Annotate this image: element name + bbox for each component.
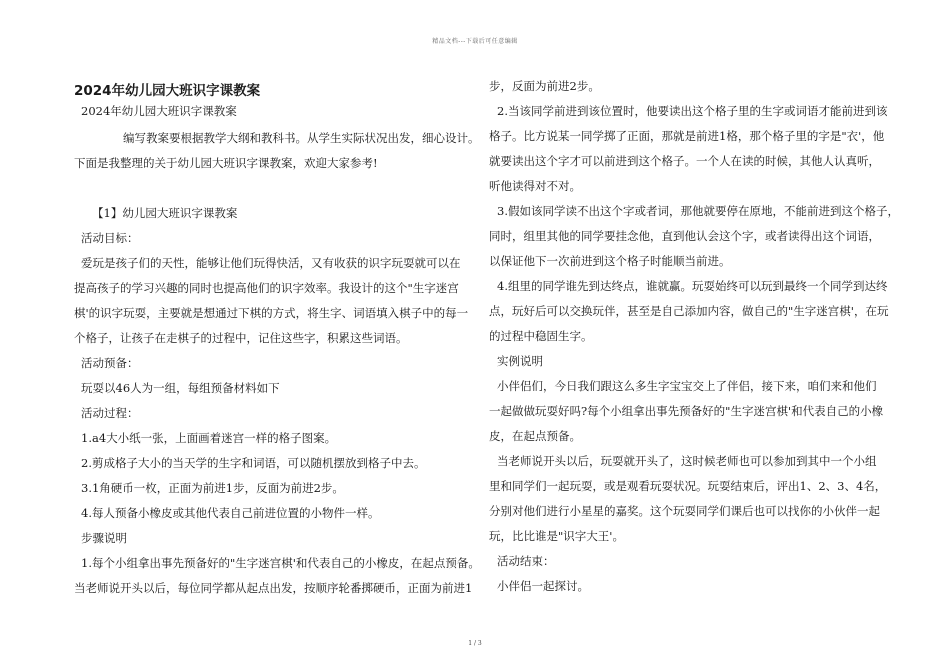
text-line: 步骤说明 — [81, 531, 127, 545]
text-line: 编写教案要根据教学大纲和教科书。从学生实际状况出发，细心设计。 — [123, 131, 480, 145]
text-line: 活动目标： — [81, 231, 139, 245]
text-line: 皮，在起点预备。 — [489, 429, 581, 443]
text-line: 活动过程： — [81, 406, 139, 420]
text-line: 爱玩是孩子们的天性，能够让他们玩得快活，又有收获的识字玩耍就可以在 — [81, 256, 461, 270]
text-line: 个格子，让孩子在走棋子的过程中，记住这些字，积累这些词语。 — [74, 331, 408, 345]
text-line: 3.假如该同学读不出这个字或者词，那他就要停在原地，不能前进到这个格子， — [497, 204, 899, 218]
text-line: 活动预备： — [81, 356, 139, 370]
text-line: 以保证他下一次前进到这个格子时能顺当前进。 — [489, 254, 731, 268]
text-line: 一起做做玩耍好吗?每个小组拿出事先预备好的"生字迷宫棋'和代表自己的小橡 — [489, 404, 884, 418]
text-line: 的过程中稳固生字。 — [489, 329, 593, 343]
text-line: 当老师说开头以后，玩耍就开头了，这时候老师也可以参加到其中一个小组 — [497, 454, 877, 468]
text-line: 步，反面为前进2步。 — [489, 79, 600, 93]
text-line: 棋'的识字玩耍，主要就是想通过下棋的方式，将生字、词语填入棋子中的每一 — [74, 306, 469, 320]
text-line: 当老师说开头以后，每位同学都从起点出发，按顺序轮番掷硬币，正面为前进1 — [74, 581, 473, 595]
text-line: 4.组里的同学谁先到达终点，谁就赢。玩耍始终可以玩到最终一个同学到达终 — [497, 279, 888, 293]
text-line: 实例说明 — [497, 354, 543, 368]
text-line: 里和同学们一起玩耍，或是观看玩耍状况。玩耍结束后，评出1、2、3、4名， — [489, 479, 887, 493]
text-line: 2024年幼儿园大班识字课教案 — [81, 104, 237, 118]
page-header: 精品文档---下载后可任意编辑 — [432, 38, 518, 45]
text-line: 玩，比比谁是"识字大王'。 — [489, 529, 624, 543]
section-heading: 【1】幼儿园大班识字课教案 — [92, 206, 238, 220]
text-line: 就要读出这个字才可以前进到这个格子。一个人在读的时候，其他人认真听， — [489, 154, 880, 168]
text-line: 2.剪成格子大小的当天学的生字和词语，可以随机摆放到格子中去。 — [81, 456, 426, 470]
text-line: 1.a4大小纸一张，上面画着迷宫一样的格子图案。 — [81, 431, 337, 445]
page-number: 1 / 3 — [468, 640, 482, 647]
text-line: 听他读得对不对。 — [489, 179, 581, 193]
text-line: 格子。比方说某一同学掷了正面，那就是前进1格，那个格子里的字是"衣'，他 — [489, 129, 885, 143]
text-line: 4.每人预备小橡皮或其他代表自己前进位置的小物件一样。 — [81, 506, 380, 520]
text-line: 1.每个小组拿出事先预备好的"生字迷宫棋'和代表自己的小橡皮，在起点预备。 — [81, 556, 480, 570]
text-line: 小伴侣们，今日我们跟这么多生字宝宝交上了伴侣，接下来，咱们来和他们 — [497, 379, 877, 393]
text-line: 分别对他们进行小星星的嘉奖。这个玩耍同学们课后也可以找你的小伙伴一起 — [489, 504, 880, 518]
text-line: 2.当该同学前进到该位置时，他要读出这个格子里的生字或词语才能前进到该 — [497, 104, 888, 118]
text-line: 同时，组里其他的同学要挂念他，直到他认会这个字，或者读得出这个词语， — [489, 229, 880, 243]
text-line: 点，玩好后可以交换玩伴，甚至是自己添加内容，做自己的"生字迷宫棋'，在玩 — [489, 304, 889, 318]
text-line: 下面是我整理的关于幼儿园大班识字课教案，欢迎大家参考! — [74, 156, 378, 170]
document-title: 2024年幼儿园大班识字课教案 — [74, 83, 261, 99]
text-line: 提高孩子的学习兴趣的同时也提高他们的识字效率。我设计的这个"生字迷宫 — [74, 281, 459, 295]
text-line: 小伴侣一起探讨。 — [497, 579, 589, 593]
text-line: 活动结束： — [497, 554, 555, 568]
text-line: 3.1角硬币一枚，正面为前进1步，反面为前进2步。 — [81, 481, 344, 495]
text-line: 玩耍以46人为一组，每组预备材料如下 — [81, 381, 280, 395]
